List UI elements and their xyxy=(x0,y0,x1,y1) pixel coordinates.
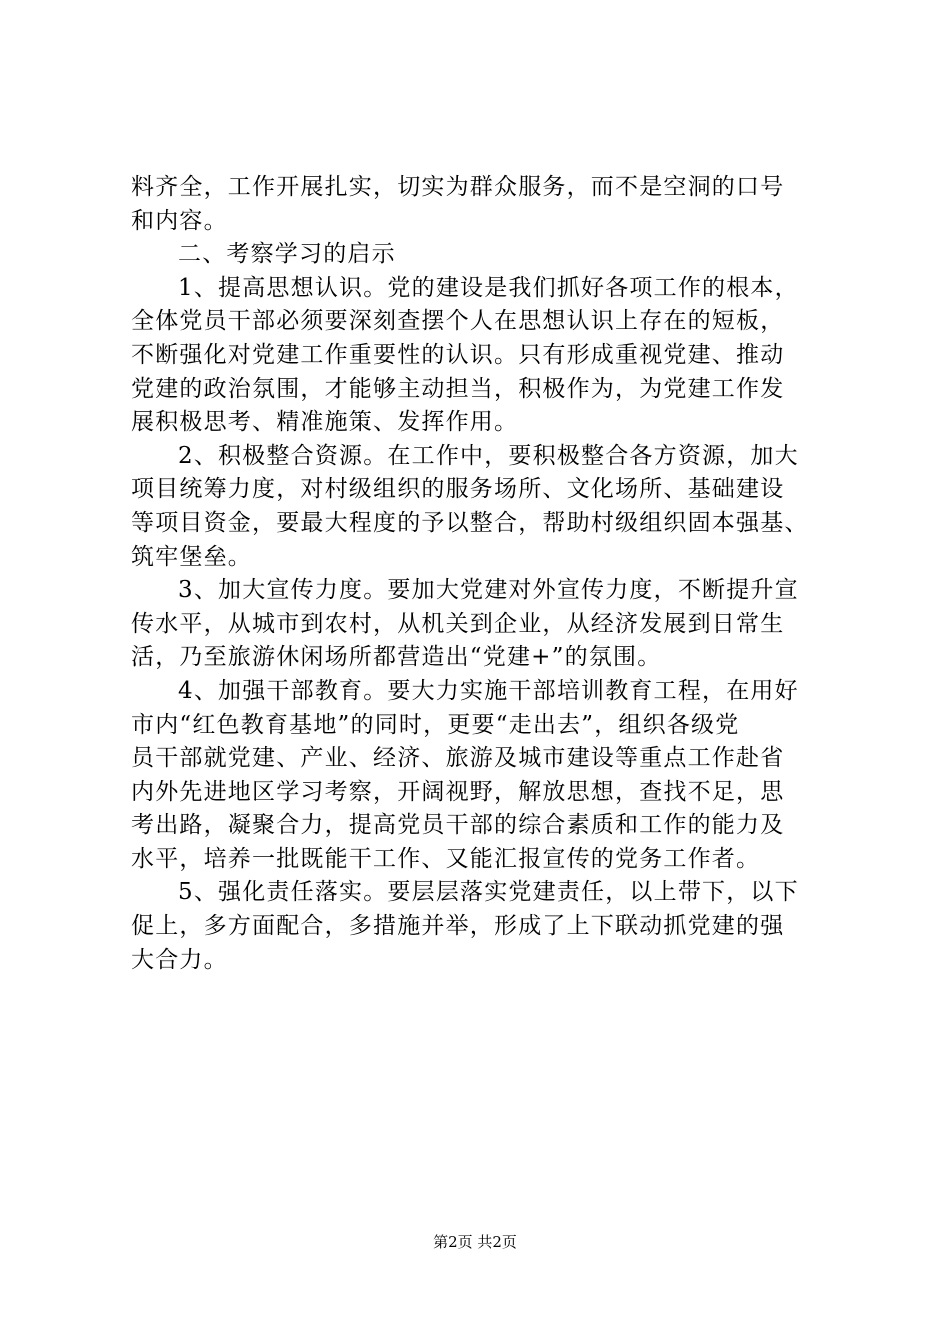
text-line: 全体党员干部必须要深刻查摆个人在思想认识上存在的短板， xyxy=(131,308,785,335)
text-line: 项目统筹力度，对村级组织的服务场所、文化场所、基础建设 xyxy=(131,476,785,503)
text-line: 传水平，从城市到农村，从机关到企业，从经济发展到日常生 xyxy=(131,610,785,637)
text-line: 党建的政治氛围，才能够主动担当，积极作为，为党建工作发 xyxy=(131,375,785,402)
paragraph-start-line: 4、加强干部教育。要大力实施干部培训教育工程，在用好 xyxy=(178,677,799,704)
paragraph-start-line: 2、积极整合资源。在工作中，要积极整合各方资源，加大 xyxy=(178,442,799,469)
text-line: 内外先进地区学习考察，开阔视野，解放思想，查找不足，思 xyxy=(131,778,785,805)
paragraph-start-line: 3、加大宣传力度。要加大党建对外宣传力度，不断提升宣 xyxy=(178,577,799,604)
paragraph-start-line: 1、提高思想认识。党的建设是我们抓好各项工作的根本， xyxy=(178,274,799,301)
text-line: 和内容。 xyxy=(131,207,228,234)
text-line: 大合力。 xyxy=(131,946,228,973)
paragraph-start-line: 5、强化责任落实。要层层落实党建责任，以上带下，以下 xyxy=(178,879,799,906)
text-line: 水平，培养一批既能干工作、又能汇报宣传的党务工作者。 xyxy=(131,845,761,872)
text-line: 促上，多方面配合，多措施并举，形成了上下联动抓党建的强 xyxy=(131,913,785,940)
text-line: 市内“红色教育基地”的同时，更要“走出去”，组织各级党 xyxy=(131,711,740,738)
document-body xyxy=(131,171,831,977)
page-number-footer: 第2页 共2页 xyxy=(433,1233,517,1251)
text-line: 展积极思考、精准施策、发挥作用。 xyxy=(131,409,519,436)
section-heading: 二、考察学习的启示 xyxy=(178,241,396,268)
text-line: 等项目资金，要最大程度的予以整合，帮助村级组织固本强基、 xyxy=(131,509,809,536)
text-line: 考出路，凝聚合力，提高党员干部的综合素质和工作的能力及 xyxy=(131,812,785,839)
text-line: 活，乃至旅游休闲场所都营造出“党建+”的氛围。 xyxy=(131,644,662,671)
text-line: 员干部就党建、产业、经济、旅游及城市建设等重点工作赴省 xyxy=(131,745,785,772)
text-line: 不断强化对党建工作重要性的认识。只有形成重视党建、推动 xyxy=(131,341,785,368)
text-line: 筑牢堡垒。 xyxy=(131,543,252,570)
text-line: 料齐全，工作开展扎实，切实为群众服务，而不是空洞的口号 xyxy=(131,174,785,200)
